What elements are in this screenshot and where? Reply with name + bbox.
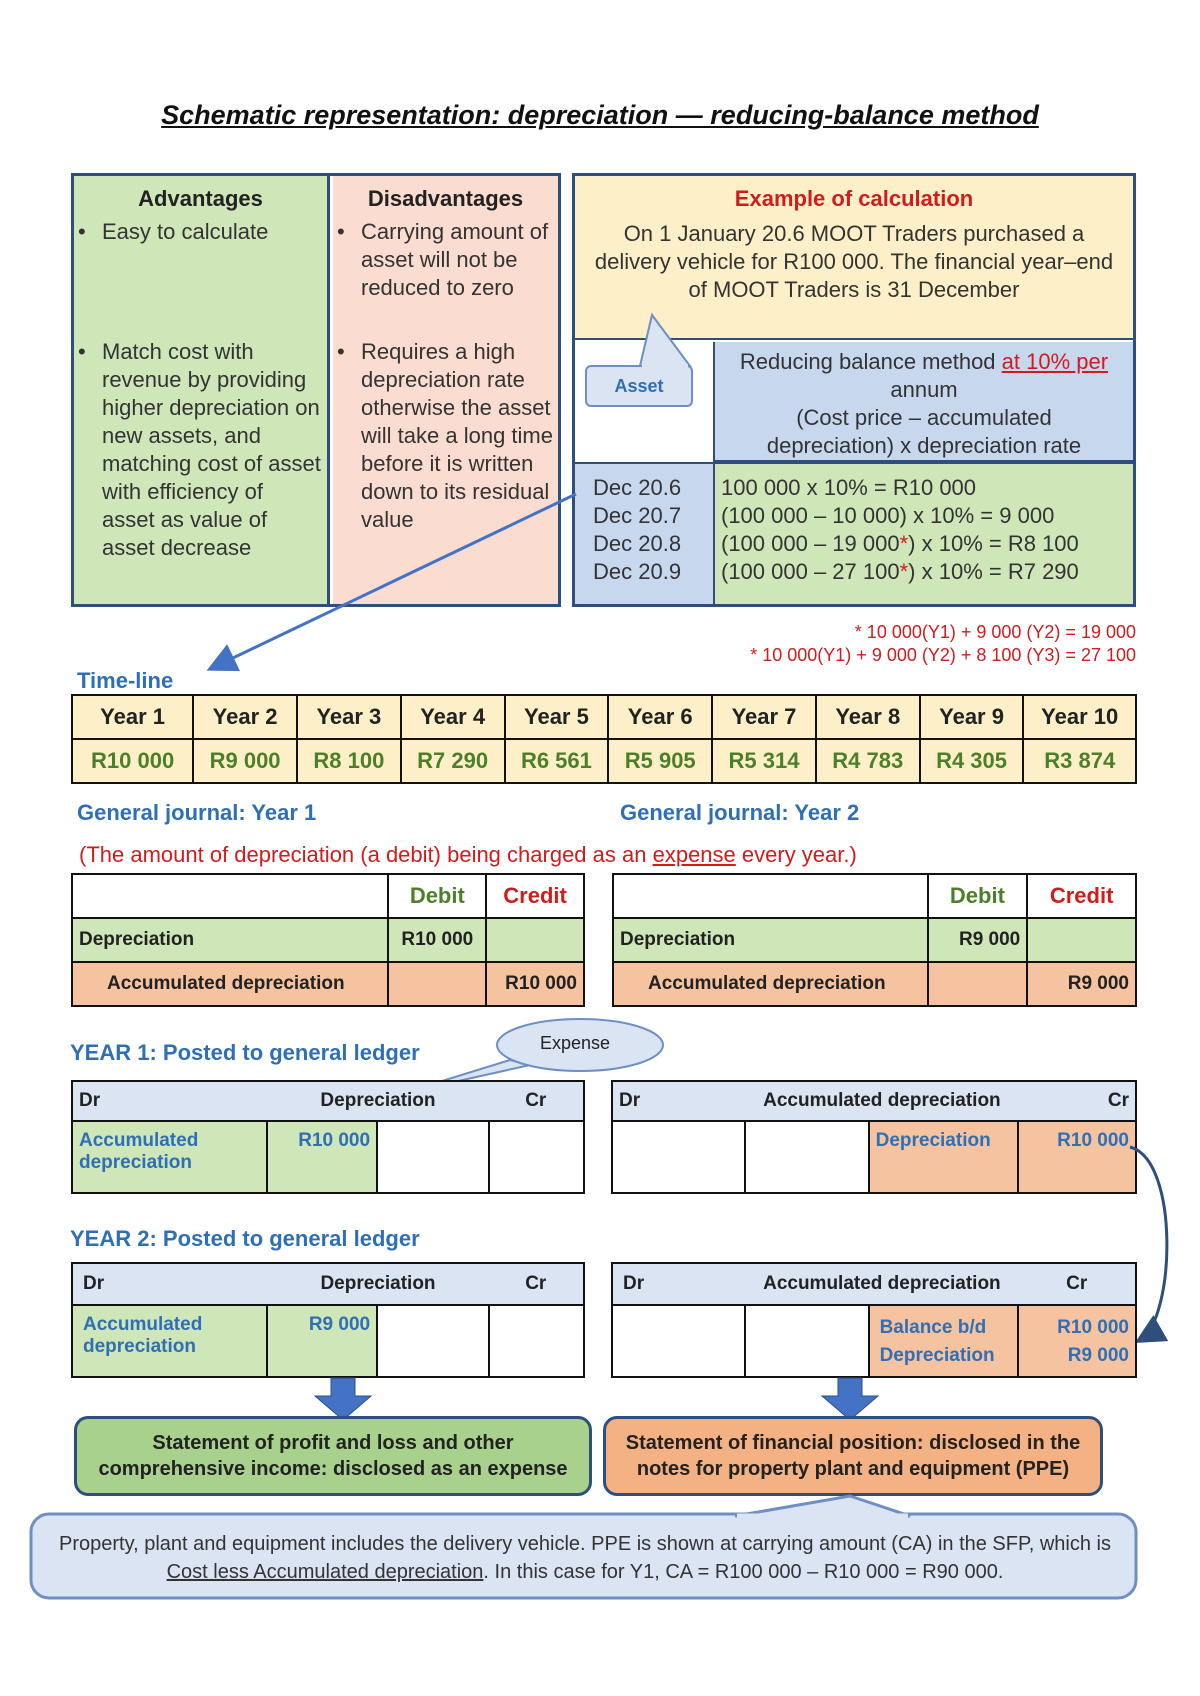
journal-debit-amount: R9 000 (928, 918, 1028, 962)
method-prefix: Reducing balance method (739, 349, 1002, 374)
journal-year1-label: General journal: Year 1 (77, 800, 317, 825)
timeline-amount: R8 100 (297, 739, 401, 783)
expense-callout-text: Expense (540, 1033, 611, 1053)
dr-label: Dr (72, 1081, 267, 1121)
timeline-amount: R9 000 (193, 739, 297, 783)
timeline-year: Year 3 (297, 695, 401, 739)
ledger-entry-text: Accumulated depreciation (72, 1121, 267, 1193)
credit-header: Credit (486, 874, 584, 918)
date-item: Dec 20.6 (593, 475, 682, 500)
timeline-amount: R5 905 (608, 739, 712, 783)
timeline-year: Year 2 (193, 695, 297, 739)
ledger-entry-amount: R9 000 (267, 1305, 377, 1377)
journal-note: (The amount of depreciation (a debit) being charged as an expense every year.) (79, 842, 857, 867)
statement-fp-text: Statement of financial position: disclosed in the notes for property plant and equipment (PPE) (625, 1432, 1081, 1480)
timeline-year: Year 6 (608, 695, 712, 739)
journal-account: Accumulated depreciation (72, 962, 388, 1006)
date-item: Dec 20.8 (593, 531, 682, 556)
credit-header: Credit (1027, 874, 1136, 918)
timeline-year: Year 5 (505, 695, 609, 739)
page-title: Schematic representation: depreciation — reducing-balance method (161, 100, 1039, 130)
timeline-amount: R7 290 (401, 739, 505, 783)
ledger-account-title: Depreciation (267, 1081, 488, 1121)
debit-header: Debit (388, 874, 486, 918)
timeline-year: Year 7 (712, 695, 816, 739)
journal-debit-amount: R10 000 (388, 918, 486, 962)
cr-label: Cr (1018, 1263, 1136, 1305)
timeline-label: Time-line (77, 668, 174, 693)
calc-line: 100 000 x 10% = R10 000 (721, 475, 977, 500)
timeline-amount: R3 874 (1023, 739, 1136, 783)
method-suffix: annum (890, 377, 958, 402)
dr-label: Dr (612, 1263, 745, 1305)
method-rate: at 10% per (1001, 349, 1109, 374)
timeline-amount: R4 305 (920, 739, 1024, 783)
ledger2-label: YEAR 2: Posted to general ledger (70, 1226, 420, 1251)
ledger-entry-text: Accumulated depreciation (72, 1305, 267, 1377)
dr-label: Dr (612, 1081, 745, 1121)
dr-label: Dr (72, 1263, 267, 1305)
ledger-account-title: Depreciation (267, 1263, 488, 1305)
example-heading: Example of calculation (734, 186, 974, 211)
journal-year2-label: General journal: Year 2 (620, 800, 860, 825)
advantage-item: • Match cost with revenue by providing higher depreciation on new assets, and matching cost of asset with efficiency of asset as value of asset decrease (74, 338, 321, 562)
ledger-entry-text: Depreciation (869, 1121, 1019, 1193)
timeline-amount: R6 561 (505, 739, 609, 783)
journal-account: Depreciation (613, 918, 928, 962)
timeline-amount: R5 314 (712, 739, 816, 783)
calc-line: (100 000 – 10 000) x 10% = 9 000 (721, 503, 1055, 528)
journal-account: Accumulated depreciation (613, 962, 928, 1006)
journal-account: Depreciation (72, 918, 388, 962)
timeline-year: Year 8 (816, 695, 920, 739)
advantages-heading: Advantages (138, 186, 263, 211)
ledger-entry-amount: R10 000 (1018, 1121, 1136, 1193)
date-item: Dec 20.7 (593, 503, 682, 528)
cr-label: Cr (489, 1081, 584, 1121)
timeline-year: Year 4 (401, 695, 505, 739)
example-text: On 1 January 20.6 MOOT Traders purchased a delivery vehicle for R100 000. The financial year–end of MOOT Traders is 31 December (594, 221, 1114, 302)
ledger1-label: YEAR 1: Posted to general ledger (70, 1040, 420, 1065)
ledger-account-title: Accumulated depreciation (745, 1263, 1018, 1305)
disadvantage-item: • Requires a high depreciation rate otherwise the asset will take a long time before it is written down to its residual value (333, 338, 554, 534)
timeline-amount: R10 000 (72, 739, 193, 783)
method-formula: (Cost price – accumulated depreciation) x depreciation rate (766, 405, 1082, 458)
ledger-entry-amount: R10 000 (267, 1121, 377, 1193)
ledger-entry-amount: R10 000 R9 000 (1018, 1305, 1136, 1377)
ppe-note: Property, plant and equipment includes the delivery vehicle. PPE is shown at carrying amount (CA) in the SFP, which is Cost less Accumulated depreciation. In this case for Y1, CA = R100 000 – R10 000 = R90 000. (58, 1533, 1111, 1583)
disadvantage-item: • Carrying amount of asset will not be reduced to zero (333, 218, 554, 338)
ledger-account-title: Accumulated depreciation (745, 1081, 1018, 1121)
journal-credit-amount: R10 000 (486, 962, 584, 1006)
timeline-year: Year 1 (72, 695, 193, 739)
calc-line: (100 000 – 27 100*) x 10% = R7 290 (721, 559, 1079, 584)
calc-note: * 10 000(Y1) + 9 000 (Y2) = 19 000 (854, 622, 1136, 642)
ledger-entry-text: Balance b/d Depreciation (869, 1305, 1019, 1377)
asset-callout-text: Asset (614, 376, 664, 396)
timeline-amount: R4 783 (816, 739, 920, 783)
journal-credit-amount: R9 000 (1027, 962, 1136, 1006)
cr-label: Cr (1018, 1081, 1136, 1121)
timeline-year: Year 9 (920, 695, 1024, 739)
calc-line: (100 000 – 19 000*) x 10% = R8 100 (721, 531, 1079, 556)
advantage-item: • Easy to calculate (74, 218, 321, 338)
cr-label: Cr (489, 1263, 584, 1305)
calc-note: * 10 000(Y1) + 9 000 (Y2) + 8 100 (Y3) = 27 100 (750, 645, 1136, 665)
statement-pl-text: Statement of profit and loss and other comprehensive income: disclosed as an expense (98, 1432, 568, 1480)
disadvantages-heading: Disadvantages (367, 186, 524, 211)
date-item: Dec 20.9 (593, 559, 682, 584)
timeline-year: Year 10 (1023, 695, 1136, 739)
debit-header: Debit (928, 874, 1028, 918)
